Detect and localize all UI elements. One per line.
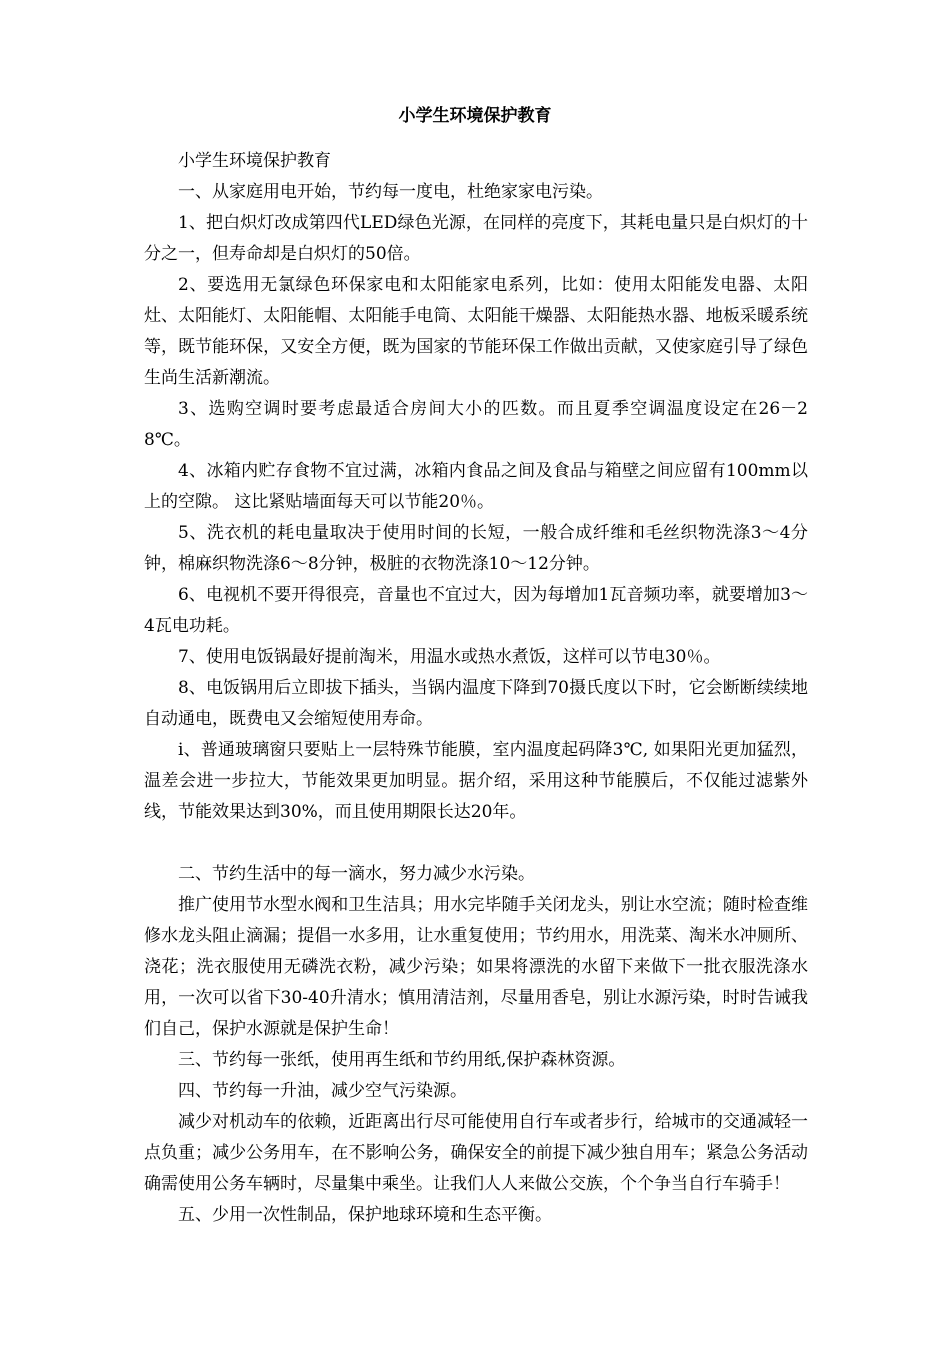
paragraph-section-5-heading: 五、少用一次性制品，保护地球环境和生态平衡。 [178, 1205, 552, 1225]
paragraph-section-1-heading: 一、从家庭用电开始，节约每一度电，杜绝家家电污染。 [178, 182, 603, 202]
paragraph-item-1: 1、把白炽灯改成第四代LED绿色光源，在同样的亮度下，其耗电量只是白炽灯的十分之一，但寿命却是白炽灯的50倍。 [144, 213, 808, 264]
paragraph-section-4-body: 减少对机动车的依赖，近距离出行尽可能使用自行车或者步行，给城市的交通减轻一点负重；减少公务用车，在不影响公务，确保安全的前提下减少独自用车；紧急公务活动确需使用公务车辆时，尽量集中乘坐。让我们人人来做公交族，个个争当自行车骑手！ [144, 1112, 808, 1194]
document-body [144, 146, 808, 1231]
document-title: 小学生环境保护教育 [398, 106, 552, 126]
paragraph-item-7: 7、使用电饭锅最好提前淘米，用温水或热水煮饭，这样可以节电30％。 [178, 647, 721, 667]
paragraph-item-2: 2、要选用无氯绿色环保家电和太阳能家电系列，比如：使用太阳能发电器、太阳灶、太阳能灯、太阳能帽、太阳能手电筒、太阳能干燥器、太阳能热水器、地板采暖系统等，既节能环保，又安全方便，既为国家的节能环保工作做出贡献，又使家庭引导了绿色生尚生活新潮流。 [144, 275, 808, 388]
paragraph-item-6: 6、电视机不要开得很亮，音量也不宜过大，因为每增加1瓦音频功率，就要增加3～4瓦电功耗。 [144, 585, 808, 636]
paragraph-section-4-heading: 四、节约每一升油，减少空气污染源。 [178, 1081, 467, 1101]
paragraph-item-5: 5、洗衣机的耗电量取决于使用时间的长短，一般合成纤维和毛丝织物洗涤3～4分钟，棉麻织物洗涤6～8分钟，极脏的衣物洗涤10～12分钟。 [144, 523, 808, 574]
paragraph-item-8: 8、电饭锅用后立即拔下插头，当锅内温度下降到70摄氏度以下时，它会断断续续地自动通电，既费电又会缩短使用寿命。 [144, 678, 808, 729]
paragraph-item-4: 4、冰箱内贮存食物不宜过满，冰箱内食品之间及食品与箱壁之间应留有100mm以上的空隙。 这比紧贴墙面每天可以节能20％。 [144, 461, 808, 512]
paragraph-subtitle: 小学生环境保护教育 [178, 151, 331, 171]
paragraph-item-3: 3、选购空调时要考虑最适合房间大小的匹数。而且夏季空调温度设定在26－28℃。 [144, 399, 808, 450]
paragraph-section-2-body: 推广使用节水型水阀和卫生洁具；用水完毕随手关闭龙头，别让水空流；随时检查维修水龙头阻止滴漏；提倡一水多用，让水重复使用；节约用水，用洗菜、淘米水冲厕所、浇花；洗衣服使用无磷洗衣粉，减少污染；如果将漂洗的水留下来做下一批衣服洗涤水用，一次可以省下30-40升清水；慎用清洁剂，尽量用香皂，别让水源污染，时时告诫我们自己，保护水源就是保护生命！ [144, 895, 808, 1039]
paragraph-item-i: i、普通玻璃窗只要贴上一层特殊节能膜，室内温度起码降3℃, 如果阳光更加猛烈，温差会进一步拉大，节能效果更加明显。据介绍，采用这种节能膜后，不仅能过滤紫外线，节能效果达到30%，而且使用期限长达20年。 [144, 740, 808, 822]
paragraph-section-2-heading: 二、节约生活中的每一滴水，努力减少水污染。 [178, 864, 535, 884]
paragraph-section-3-heading: 三、节约每一张纸，使用再生纸和节约用纸,保护森林资源。 [178, 1050, 626, 1070]
